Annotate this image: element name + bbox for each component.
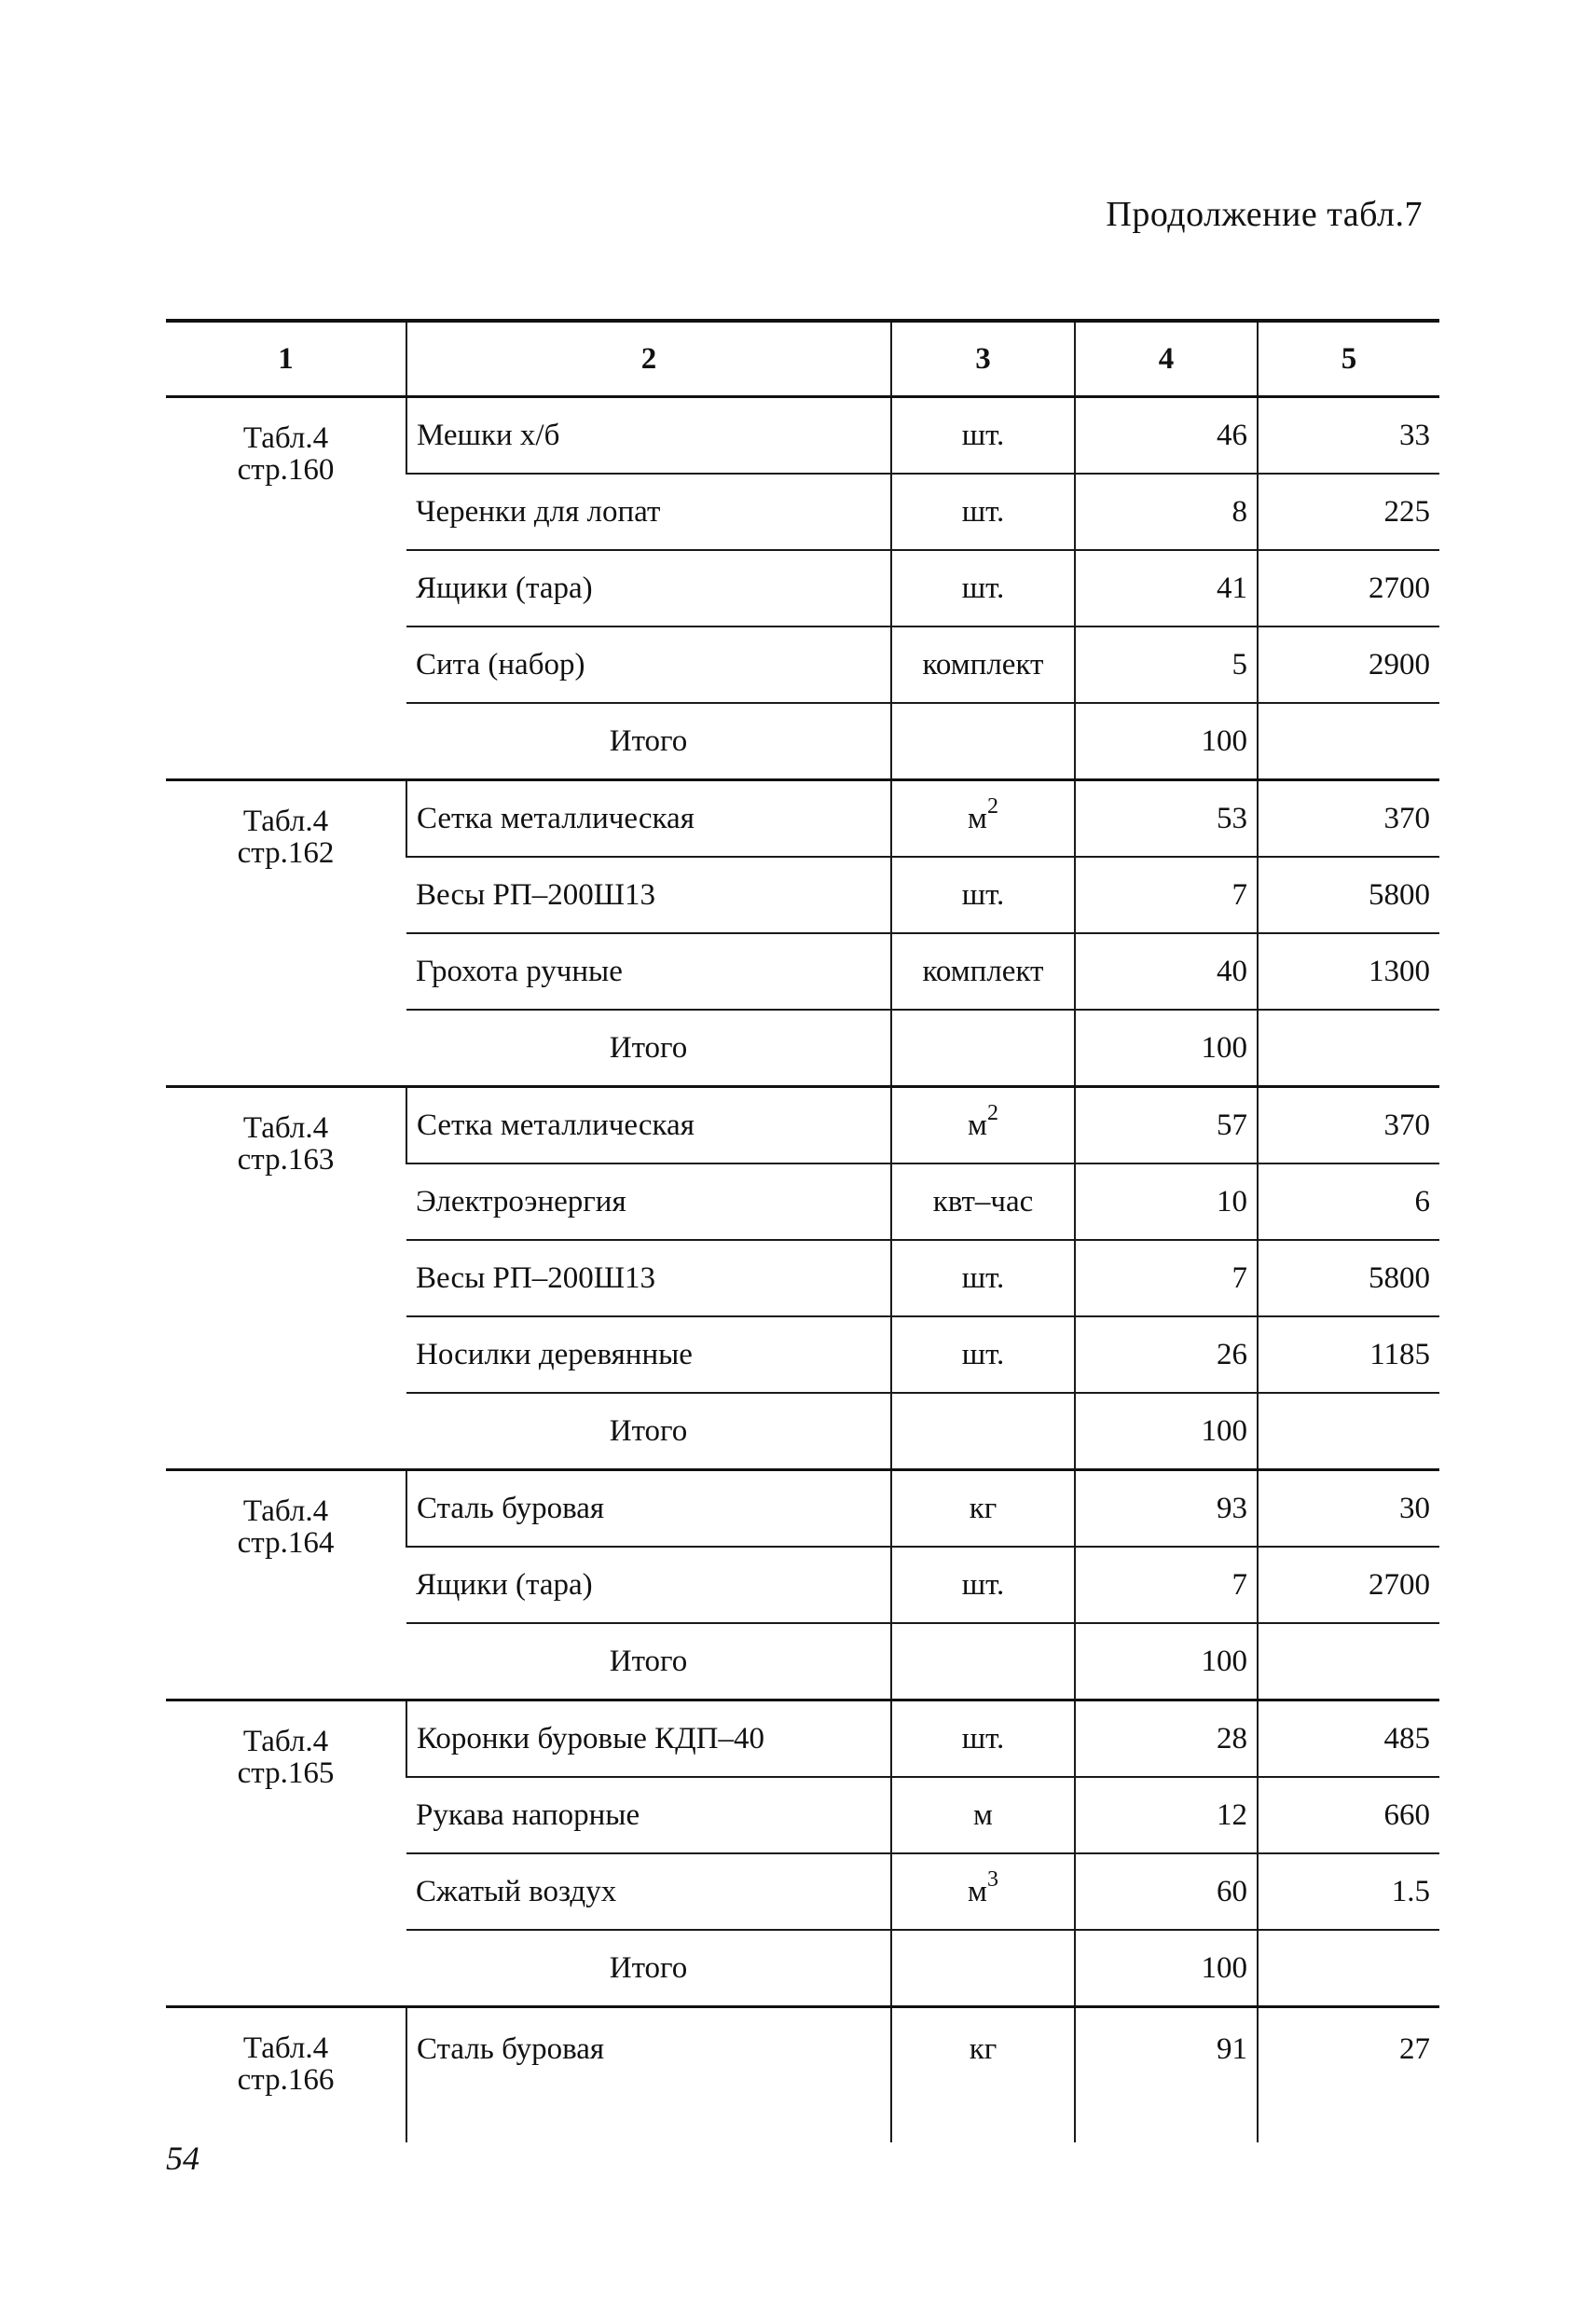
total-price-cell	[1258, 703, 1439, 780]
unit-text: шт.	[961, 877, 1005, 912]
header-cell: 1	[166, 321, 406, 397]
unit-text: квт–час	[932, 1184, 1034, 1218]
reference-cell	[166, 2007, 406, 2143]
total-label-cell: Итого	[406, 703, 891, 780]
price-cell: 660	[1258, 1777, 1439, 1853]
reference-table: Табл.4	[242, 1111, 329, 1145]
item-name-cell: Носилки деревянные	[406, 1316, 891, 1393]
price-cell: 5800	[1258, 857, 1439, 933]
unit-text: м	[968, 1108, 987, 1142]
unit-text: комплект	[922, 954, 1044, 988]
reference-cell	[166, 780, 406, 1087]
item-name-cell: Сита (набор)	[406, 626, 891, 703]
unit-cell	[891, 1547, 1075, 1623]
unit-exponent: 2	[986, 1100, 998, 1125]
share-cell: 91	[1075, 2007, 1258, 2143]
item-name-cell: Сталь буровая	[406, 2007, 891, 2143]
item-name-cell: Грохота ручные	[406, 933, 891, 1010]
total-unit-cell	[891, 1623, 1075, 1700]
table-row	[166, 2007, 1439, 2143]
share-cell: 10	[1075, 1163, 1258, 1240]
price-cell: 370	[1258, 1087, 1439, 1164]
unit-cell	[891, 1700, 1075, 1778]
item-name-cell: Сетка металлическая	[406, 780, 891, 858]
unit-text: м	[968, 1874, 987, 1908]
unit-cell	[891, 626, 1075, 703]
item-name-cell: Сжатый воздух	[406, 1853, 891, 1930]
unit-cell	[891, 550, 1075, 626]
total-label-cell: Итого	[406, 1010, 891, 1087]
reference-table: Табл.4	[242, 2031, 329, 2065]
reference-cell	[166, 1470, 406, 1700]
reference-table: Табл.4	[242, 421, 329, 455]
materials-table	[166, 319, 1439, 2142]
price-cell: 225	[1258, 474, 1439, 550]
unit-cell	[891, 1853, 1075, 1930]
table-row	[166, 397, 1439, 475]
reference-page: стр.166	[237, 2063, 335, 2097]
header-cell: 2	[406, 321, 891, 397]
total-value-cell: 100	[1075, 703, 1258, 780]
table-row	[166, 1087, 1439, 1164]
price-cell: 370	[1258, 780, 1439, 858]
reference-cell	[166, 1700, 406, 2007]
item-name-cell: Электроэнергия	[406, 1163, 891, 1240]
unit-cell	[891, 474, 1075, 550]
total-unit-cell	[891, 1930, 1075, 2007]
item-name-cell: Ящики (тара)	[406, 1547, 891, 1623]
table-body	[166, 321, 1439, 2142]
unit-text: шт.	[961, 1567, 1005, 1602]
unit-cell	[891, 2007, 1075, 2143]
unit-cell	[891, 1087, 1075, 1164]
unit-cell	[891, 1163, 1075, 1240]
price-cell: 2700	[1258, 550, 1439, 626]
reference-cell	[166, 397, 406, 780]
reference-table: Табл.4	[242, 1725, 329, 1758]
price-cell: 5800	[1258, 1240, 1439, 1316]
item-name-cell: Черенки для лопат	[406, 474, 891, 550]
share-cell: 60	[1075, 1853, 1258, 1930]
unit-exponent: 3	[986, 1866, 998, 1892]
price-cell: 1.5	[1258, 1853, 1439, 1930]
unit-cell	[891, 1240, 1075, 1316]
share-cell: 8	[1075, 474, 1258, 550]
unit-text: шт.	[961, 494, 1005, 529]
unit-text: шт.	[961, 571, 1005, 605]
unit-text: м	[973, 1797, 993, 1832]
item-name-cell: Коронки буровые КДП–40	[406, 1700, 891, 1778]
share-cell: 53	[1075, 780, 1258, 858]
total-unit-cell	[891, 1010, 1075, 1087]
share-cell: 7	[1075, 857, 1258, 933]
total-unit-cell	[891, 703, 1075, 780]
item-name-cell: Сетка металлическая	[406, 1087, 891, 1164]
total-price-cell	[1258, 1623, 1439, 1700]
share-cell: 5	[1075, 626, 1258, 703]
reference-page: стр.160	[237, 453, 335, 487]
table-row	[166, 780, 1439, 858]
total-price-cell	[1258, 1010, 1439, 1087]
reference-page: стр.164	[237, 1526, 335, 1560]
share-cell: 41	[1075, 550, 1258, 626]
unit-text: шт.	[961, 1337, 1005, 1371]
price-cell: 2700	[1258, 1547, 1439, 1623]
item-name-cell: Мешки х/б	[406, 397, 891, 475]
page-number: 54	[166, 2140, 200, 2177]
share-cell: 40	[1075, 933, 1258, 1010]
header-cell: 4	[1075, 321, 1258, 397]
unit-cell	[891, 1316, 1075, 1393]
reference-table: Табл.4	[242, 805, 329, 838]
unit-cell	[891, 1777, 1075, 1853]
total-label-cell: Итого	[406, 1623, 891, 1700]
price-cell: 485	[1258, 1700, 1439, 1778]
reference-page: стр.165	[237, 1756, 335, 1790]
unit-text: кг	[969, 1491, 998, 1525]
total-label-cell: Итого	[406, 1930, 891, 2007]
table-row	[166, 1700, 1439, 1778]
price-cell: 30	[1258, 1470, 1439, 1548]
share-cell: 28	[1075, 1700, 1258, 1778]
unit-text: шт.	[961, 418, 1005, 452]
share-cell: 57	[1075, 1087, 1258, 1164]
reference-cell	[166, 1087, 406, 1470]
unit-cell	[891, 857, 1075, 933]
reference-table: Табл.4	[242, 1494, 329, 1528]
total-value-cell: 100	[1075, 1010, 1258, 1087]
item-name-cell: Весы РП–200Ш13	[406, 1240, 891, 1316]
share-cell: 7	[1075, 1547, 1258, 1623]
unit-text: шт.	[961, 1721, 1005, 1755]
reference-page: стр.163	[237, 1143, 335, 1177]
price-cell: 27	[1258, 2007, 1439, 2143]
share-cell: 46	[1075, 397, 1258, 475]
item-name-cell: Ящики (тара)	[406, 550, 891, 626]
price-cell: 2900	[1258, 626, 1439, 703]
unit-cell	[891, 397, 1075, 475]
unit-exponent: 2	[986, 793, 998, 819]
price-cell: 6	[1258, 1163, 1439, 1240]
unit-cell	[891, 1470, 1075, 1548]
unit-text: комплект	[922, 647, 1044, 682]
price-cell: 1300	[1258, 933, 1439, 1010]
share-cell: 7	[1075, 1240, 1258, 1316]
total-unit-cell	[891, 1393, 1075, 1470]
unit-cell	[891, 780, 1075, 858]
header-cell: 3	[891, 321, 1075, 397]
price-cell: 33	[1258, 397, 1439, 475]
share-cell: 93	[1075, 1470, 1258, 1548]
unit-text: м	[968, 801, 987, 835]
share-cell: 26	[1075, 1316, 1258, 1393]
item-name-cell: Весы РП–200Ш13	[406, 857, 891, 933]
total-value-cell: 100	[1075, 1393, 1258, 1470]
table-header-row	[166, 321, 1439, 397]
item-name-cell: Сталь буровая	[406, 1470, 891, 1548]
unit-text: кг	[969, 2032, 998, 2066]
total-label-cell: Итого	[406, 1393, 891, 1470]
table-caption: Продолжение табл.7	[1106, 195, 1423, 234]
price-cell: 1185	[1258, 1316, 1439, 1393]
item-name-cell: Рукава напорные	[406, 1777, 891, 1853]
total-value-cell: 100	[1075, 1930, 1258, 2007]
unit-text: шт.	[961, 1260, 1005, 1295]
share-cell: 12	[1075, 1777, 1258, 1853]
total-value-cell: 100	[1075, 1623, 1258, 1700]
header-cell: 5	[1258, 321, 1439, 397]
total-price-cell	[1258, 1393, 1439, 1470]
reference-page: стр.162	[237, 836, 335, 870]
total-price-cell	[1258, 1930, 1439, 2007]
table-row	[166, 1470, 1439, 1548]
unit-cell	[891, 933, 1075, 1010]
